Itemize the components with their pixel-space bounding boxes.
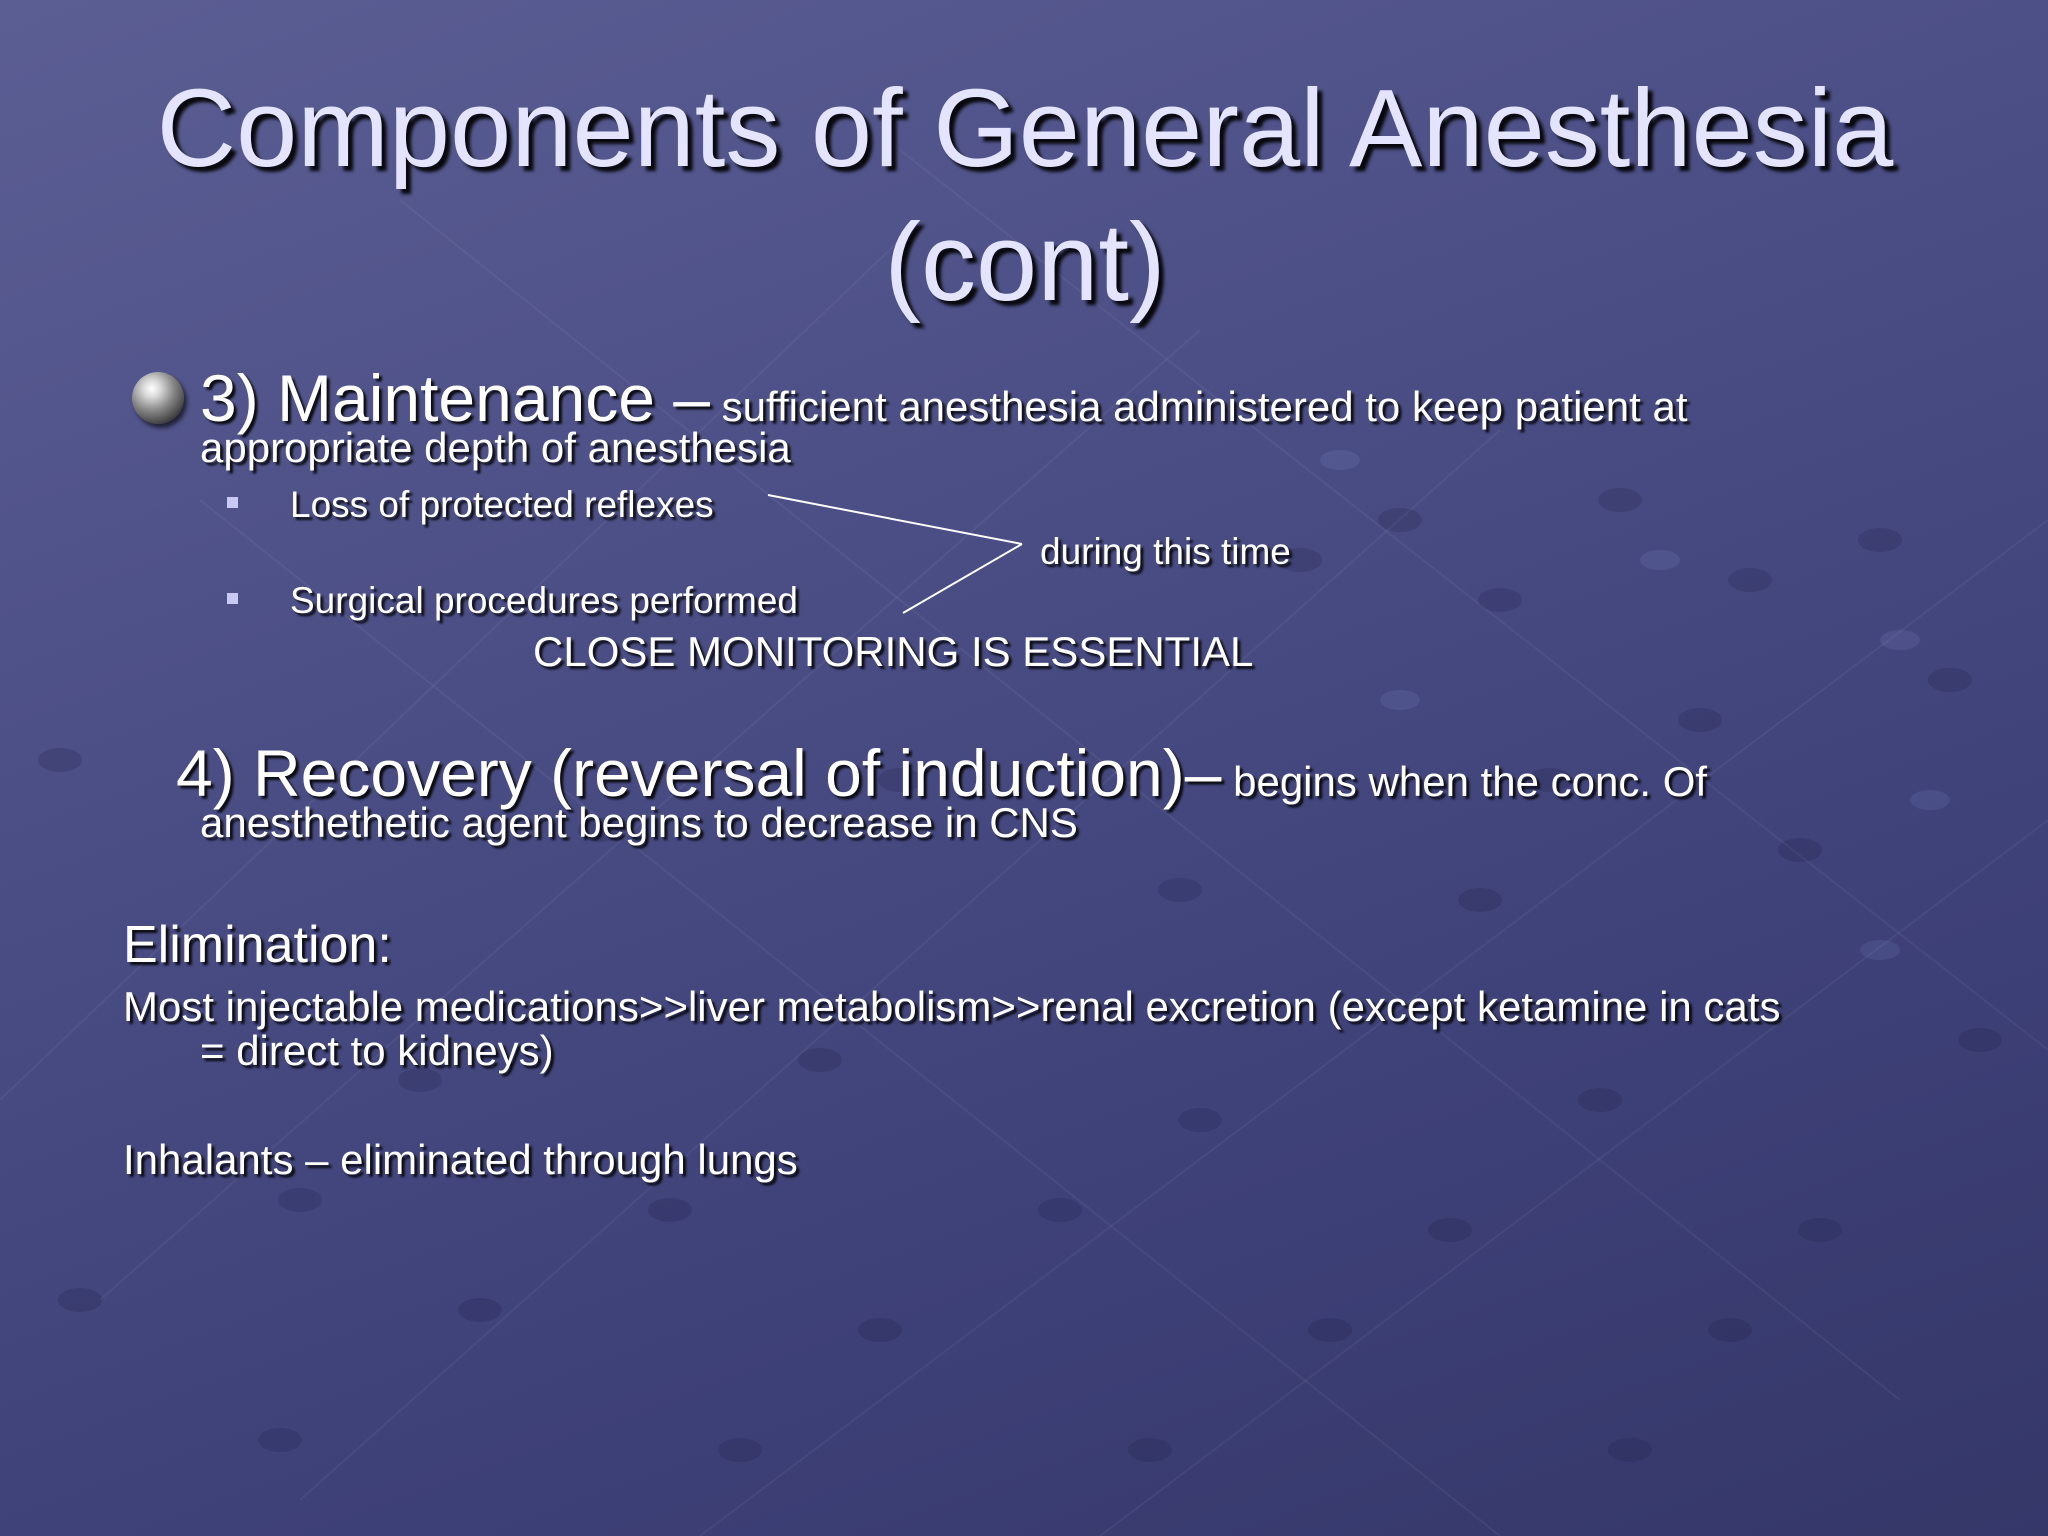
sub-bullet-reflexes: Loss of protected reflexes (290, 484, 714, 525)
square-bullet-icon (227, 497, 238, 508)
slide-title (90, 62, 1960, 330)
maintenance-text-continued: appropriate depth of anesthesia (200, 424, 791, 471)
bracket-note: during this time (1040, 531, 1291, 572)
recovery-block (176, 735, 1896, 847)
recovery-text: begins when the conc. Of (1221, 758, 1708, 805)
sphere-bullet-icon (132, 372, 184, 424)
monitoring-emphasis: CLOSE MONITORING IS ESSENTIAL (533, 628, 1254, 675)
elimination-line-2: = direct to kidneys) (200, 1027, 554, 1074)
square-bullet-icon (227, 593, 238, 604)
title-line-2: (cont) (884, 201, 1166, 324)
recovery-heading: 4) Recovery (reversal of induction)– (176, 736, 1222, 810)
maintenance-text: sufficient anesthesia administered to keep patient at (710, 383, 1688, 430)
title-line-1: Components of General Anesthesia (156, 67, 1894, 190)
recovery-text-continued: anesthethetic agent begins to decrease in CNS (200, 799, 1078, 846)
elimination-text (123, 985, 1953, 1073)
sub-bullet-surgical: Surgical procedures performed (290, 580, 798, 621)
maintenance-heading: 3) Maintenance – (200, 361, 710, 435)
elimination-line-1: Most injectable medications>>liver metabolism>>renal excretion (except ketamine in cats (123, 983, 1781, 1030)
inhalants-text: Inhalants – eliminated through lungs (123, 1136, 798, 1183)
elimination-heading: Elimination: (123, 916, 392, 974)
maintenance-block (200, 360, 1880, 472)
